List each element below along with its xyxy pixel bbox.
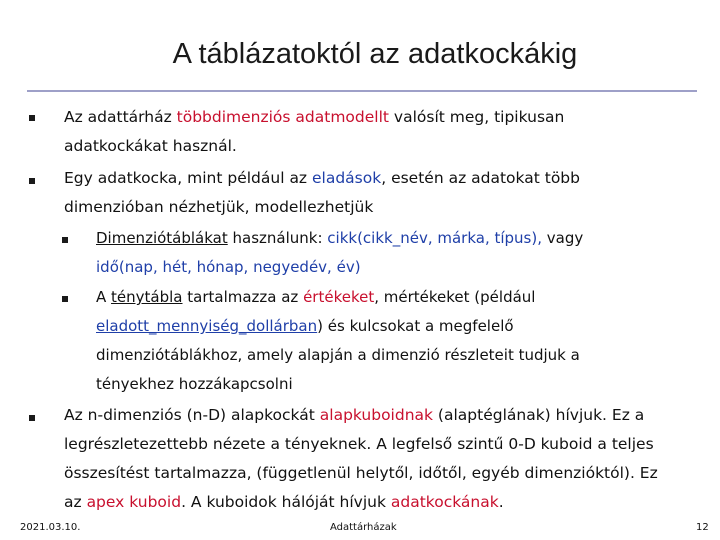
b2a-item-table: cikk(cikk_név, márka, típus), bbox=[327, 229, 542, 247]
footer-title: Adattárházak bbox=[330, 522, 397, 533]
b2b-measure: eladott_mennyiség_dollárban bbox=[96, 317, 318, 335]
b2-highlight: eladások bbox=[312, 169, 382, 187]
b3-text-d: . bbox=[498, 493, 504, 511]
bullet-text-3 bbox=[64, 401, 674, 517]
bullet-text-2 bbox=[64, 164, 624, 222]
b2a-text-b: vagy bbox=[542, 229, 584, 247]
b3-data-cube: adatkockának bbox=[390, 493, 499, 511]
b2b-fact-table: ténytábla bbox=[111, 288, 183, 306]
b1-text-a: Az adattárház bbox=[64, 108, 177, 126]
b3-apex-cuboid: apex kuboid bbox=[86, 493, 182, 511]
b2-text-a: Egy adatkocka, mint például az bbox=[64, 169, 312, 187]
b2a-dimension-tables: Dimenziótáblákat bbox=[96, 229, 228, 247]
b2-text-b: , esetén az adatokat több dimenzióban nézhetjük, modellezhetjük bbox=[64, 169, 580, 216]
b3-text-b: (alaptéglának) hívjuk. Ez a legrészletezettebb nézete a tényeknek. A legfelső szintű 0-D kuboid a teljes összesítést tartalmazza, (függetlenül helytől, időtől, egyéb dimenzióktól). Ez az bbox=[64, 406, 658, 511]
footer-date: 2021.03.10. bbox=[20, 522, 81, 533]
b2a-text-a: használunk: bbox=[227, 229, 328, 247]
sub-bullet-marker bbox=[62, 237, 68, 243]
b2b-text-d: ) és kulcsokat a megfelelő dimenziótáblákhoz, amely alapján a dimenzió részleteit tudjuk a tényekhez hozzákapcsolni bbox=[96, 317, 580, 393]
b2b-text-b: tartalmazza az bbox=[182, 288, 304, 306]
bullet-marker bbox=[29, 178, 35, 184]
title-divider bbox=[27, 90, 697, 92]
bullet-marker bbox=[29, 415, 35, 421]
bullet-text-1 bbox=[64, 103, 624, 161]
b2b-text-c: , mértékeket (például bbox=[374, 288, 536, 306]
b1-highlight: többdimenziós adatmodellt bbox=[176, 108, 389, 126]
sub-bullet-marker bbox=[62, 296, 68, 302]
slide-title: A táblázatoktól az adatkockákig bbox=[172, 38, 578, 70]
sub-bullet-text-1 bbox=[96, 224, 636, 282]
sub-bullet-text-2 bbox=[96, 283, 616, 399]
b1-text-b: valósít meg, tipikusan adatkockákat használ. bbox=[64, 108, 565, 155]
b2b-values: értékeket bbox=[303, 288, 375, 306]
b2a-time-table: idő(nap, hét, hónap, negyedév, év) bbox=[96, 258, 361, 276]
b2b-text-a: A bbox=[96, 288, 112, 306]
b3-base-cuboid: alapkuboidnak bbox=[319, 406, 433, 424]
footer-page-number: 12 bbox=[696, 522, 709, 533]
b3-text-c: . A kuboidok hálóját hívjuk bbox=[181, 493, 391, 511]
b3-text-a: Az n-dimenziós (n-D) alapkockát bbox=[64, 406, 320, 424]
bullet-marker bbox=[29, 115, 35, 121]
